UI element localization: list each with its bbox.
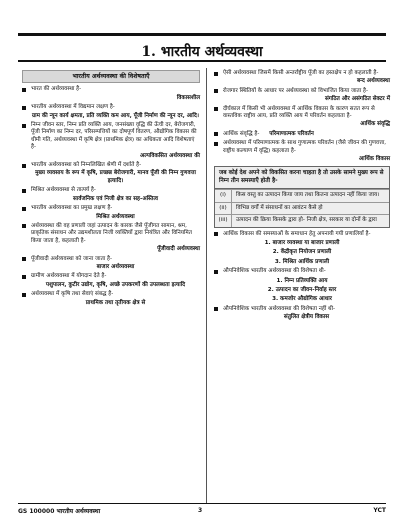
question-text: अर्थव्यवस्था में कृषि तथा सेवाएं संबद्ध है- bbox=[31, 291, 114, 298]
footer-publisher: YCT bbox=[373, 507, 386, 514]
box-row bbox=[215, 214, 389, 226]
left-column bbox=[22, 70, 200, 309]
bullet-icon bbox=[22, 257, 26, 261]
answer-text: संगठित और असंगठित सेक्टर में bbox=[325, 96, 390, 103]
feature-item: 3. कमजोर औद्योगिक आधार bbox=[272, 296, 332, 303]
system-item: 2. केंद्रीकृत नियोजन प्रणाली bbox=[272, 249, 332, 256]
list-item bbox=[214, 306, 390, 322]
question-text: औपनिवेशिक भारतीय अर्थव्यवस्था की विशेषता नहीं थी- bbox=[223, 305, 336, 312]
question-text: औपनिवेशिक भारतीय अर्थव्यवस्था की विशेषता थी- bbox=[223, 268, 326, 275]
bullet-icon bbox=[22, 224, 26, 228]
answer-text: विकासशील bbox=[176, 94, 200, 101]
system-item: 1. बाजार व्यवस्था या बाजार प्रणाली bbox=[264, 239, 340, 246]
bullet-icon bbox=[214, 232, 218, 236]
bullet-icon bbox=[214, 107, 218, 111]
footer-book-title: GS 100000 भारतीय अर्थव्यवस्था bbox=[18, 508, 101, 515]
list-item bbox=[22, 122, 200, 160]
question-text: रोजगार स्थितियों के आधार पर अर्थव्यवस्था को विभाजित किया जाता है- bbox=[223, 87, 368, 94]
bullet-icon bbox=[214, 307, 218, 311]
section-heading: भारतीय अर्थव्यवस्था की विशेषताएँ bbox=[22, 70, 200, 83]
question-text: अर्थव्यवस्था में परिमाणात्मक के साथ गुणात्मक परिवर्तन (जैसे जीवन की गुणवत्ता, राष्ट्रीय कल्याण में वृद्धि) कहलाता है- bbox=[223, 140, 387, 154]
box-heading: जब कोई देश अपने को विकसित करना चाहता है तो उसके सामने मुख्य रूप से निम्न तीन समस्याएँ होती है- bbox=[215, 167, 389, 189]
answer-text: प्राथमिक तथा तृतीयक क्षेत्र से bbox=[85, 299, 146, 306]
list-item bbox=[22, 273, 200, 289]
bullet-icon bbox=[22, 88, 26, 92]
question-text: निम्न जीवन स्तर, निम्न प्रति व्यक्ति आय, जनसंख्या वृद्धि की ऊँची दर, बेरोजगारी, पूँजी निर्माण का निम्न दर, परिसम्पत्तियों का दोषपूर्ण वितरण, औद्योगिक विकास की धीमी गति, अर्थव्यवस्था में कृषि क्षेत्र (प्राथमिक क्षेत्र) का अधिकता आदि विशेषताएं है- bbox=[31, 122, 197, 151]
bullet-icon bbox=[214, 142, 218, 146]
question-text: आर्थिक विकास की समस्याओं के समाधान हेतु अपनायी गयी प्रणालियाँ है- bbox=[223, 230, 371, 237]
list-item bbox=[22, 162, 200, 185]
title-rule-bottom bbox=[18, 60, 386, 62]
answer-text: अल्पविकसित अर्थव्यवस्था की bbox=[140, 152, 200, 159]
column-divider bbox=[206, 68, 207, 504]
question-text: भारतीय अर्थव्यवस्था का प्रमुख लक्षण है- bbox=[31, 205, 113, 212]
list-item bbox=[22, 256, 200, 272]
system-item: 3. मिश्रित आर्थिक प्रणाली bbox=[274, 258, 330, 265]
question-text: ऐसी अर्थव्यवस्था जिसमें किसी अन्तर्राष्ट्रीय पूँजी का हस्तक्षेप न हो कहलाती है- bbox=[223, 70, 379, 76]
list-item bbox=[214, 268, 390, 275]
question-text: आर्थिक संवृद्धि है- bbox=[223, 130, 260, 137]
bullet-icon bbox=[22, 293, 26, 297]
answer-text: बन्द अर्थव्यवस्था bbox=[356, 78, 390, 85]
bullet-icon bbox=[22, 106, 26, 110]
answer-text: पशुपालन, कुटीर उद्योग, कृषि, अच्छे उपकरणों की उपलब्धता इत्यादि bbox=[45, 281, 186, 288]
question-text: भारतीय अर्थव्यवस्था को निम्नलिखित श्रेणी में दर्शाते है- bbox=[31, 162, 142, 169]
list-item bbox=[214, 140, 390, 163]
list-item bbox=[214, 70, 390, 86]
answer-text: बाजार अर्थव्यवस्था bbox=[96, 263, 135, 270]
page-title: 1. भारतीय अर्थव्यवस्था bbox=[141, 44, 263, 60]
box-row-number: (i) bbox=[215, 190, 232, 201]
bullet-icon bbox=[214, 89, 218, 93]
bullet-icon bbox=[214, 132, 218, 136]
box-row-text: उत्पादन की क्रिया किसके द्वारा हो- निजी क्षेत्र, सरकार या दोनों के द्वारा bbox=[236, 217, 377, 224]
question-text: दीर्घकाल में किसी भी अर्थव्यवस्था में आर्थिक विकास के कारण सतत रूप से वास्तविक राष्ट्रीय आय, प्रति व्यक्ति आय में परिवर्तन कहलाता है- bbox=[223, 105, 375, 120]
box-row-text: विभिन्न वर्गों में संसाधनों का आवंटन कैसे हो bbox=[236, 204, 323, 211]
box-row bbox=[215, 202, 389, 214]
bullet-icon bbox=[22, 124, 26, 128]
right-column bbox=[214, 70, 390, 324]
answer-text: मुख्य व्यवसाय के रूप में कृषि, प्रच्छन्न बेरोजगारी, मानव पूँजी की निम्न गुणवत्ता इत्यादि। bbox=[35, 170, 196, 184]
answer-text: संतुलित क्षेत्रीय विकास bbox=[283, 314, 330, 321]
answer-text: सार्वजनिक एवं निजी क्षेत्र का सह-अस्तित्व bbox=[72, 195, 159, 202]
bullet-icon bbox=[214, 270, 218, 274]
answer-text: पूँजीवादी अर्थव्यवस्था bbox=[157, 246, 200, 253]
list-item bbox=[214, 106, 390, 129]
box-row-text: किस वस्तु का उत्पादन किया जाय तथा कितना उत्पादन नहीं किया जाय। bbox=[236, 192, 380, 199]
question-text: भारतीय अर्थव्यवस्था में विद्यमान लक्षण है- bbox=[31, 104, 115, 111]
bullet-icon bbox=[22, 189, 26, 193]
answer-text: परिमाणात्मक परिवर्तन bbox=[269, 130, 314, 137]
question-text: ग्रामीण अर्थव्यवस्था में योगदान देते है- bbox=[31, 273, 107, 280]
question-text: अर्थव्यवस्था की वह प्रणाली जहां उत्पादन के कारक जैसे पूँजीगत सामान, श्रम, प्राकृतिक संसाधन और उद्यमशीलता निजी व्यक्तियों द्वारा नियंत्रित और विनियमित किया जाता है, कहलाती है- bbox=[31, 222, 192, 244]
feature-item: 1. निम्न प्रतिव्यक्ति आय bbox=[276, 277, 328, 284]
box-row-number: (ii) bbox=[215, 203, 232, 214]
box-row bbox=[215, 189, 389, 201]
list-item bbox=[214, 88, 390, 104]
bullet-icon bbox=[22, 275, 26, 279]
question-text: भारत की अर्थव्यवस्था है- bbox=[31, 86, 82, 93]
question-text: पूँजीवादी अर्थव्यवस्था को जाना जाता है- bbox=[31, 255, 112, 262]
list-item bbox=[22, 104, 200, 120]
page-number: 3 bbox=[198, 507, 203, 514]
answer-text: आर्थिक विकास bbox=[358, 156, 390, 163]
question-text: मिश्रित अर्थव्यवस्था से तात्पर्य है- bbox=[31, 187, 96, 194]
feature-item: 2. उत्पादन का जीवन-निर्वाह स्तर bbox=[267, 286, 337, 293]
answer-text: मिश्रित अर्थव्यवस्था bbox=[96, 213, 135, 220]
list-item bbox=[22, 223, 200, 254]
bullet-icon bbox=[22, 164, 26, 168]
bullet-icon bbox=[22, 207, 26, 211]
page-footer bbox=[18, 503, 386, 515]
title-rule-top bbox=[18, 33, 386, 36]
answer-text: ग्राम की न्यून कार्य क्षमता, प्रति व्यक्ति कम आय, पूँजी निर्माण की न्यून दर, आदि। bbox=[32, 112, 199, 119]
answer-text: आर्थिक संवृद्धि bbox=[360, 121, 390, 128]
list-item bbox=[22, 187, 200, 203]
list-item bbox=[22, 205, 200, 221]
bullet-icon bbox=[214, 72, 218, 76]
list-item bbox=[214, 231, 390, 238]
list-item bbox=[22, 291, 200, 307]
box-row-number: (iii) bbox=[215, 215, 232, 226]
list-item bbox=[214, 131, 390, 138]
list-item bbox=[22, 86, 200, 102]
problems-box bbox=[214, 166, 390, 227]
